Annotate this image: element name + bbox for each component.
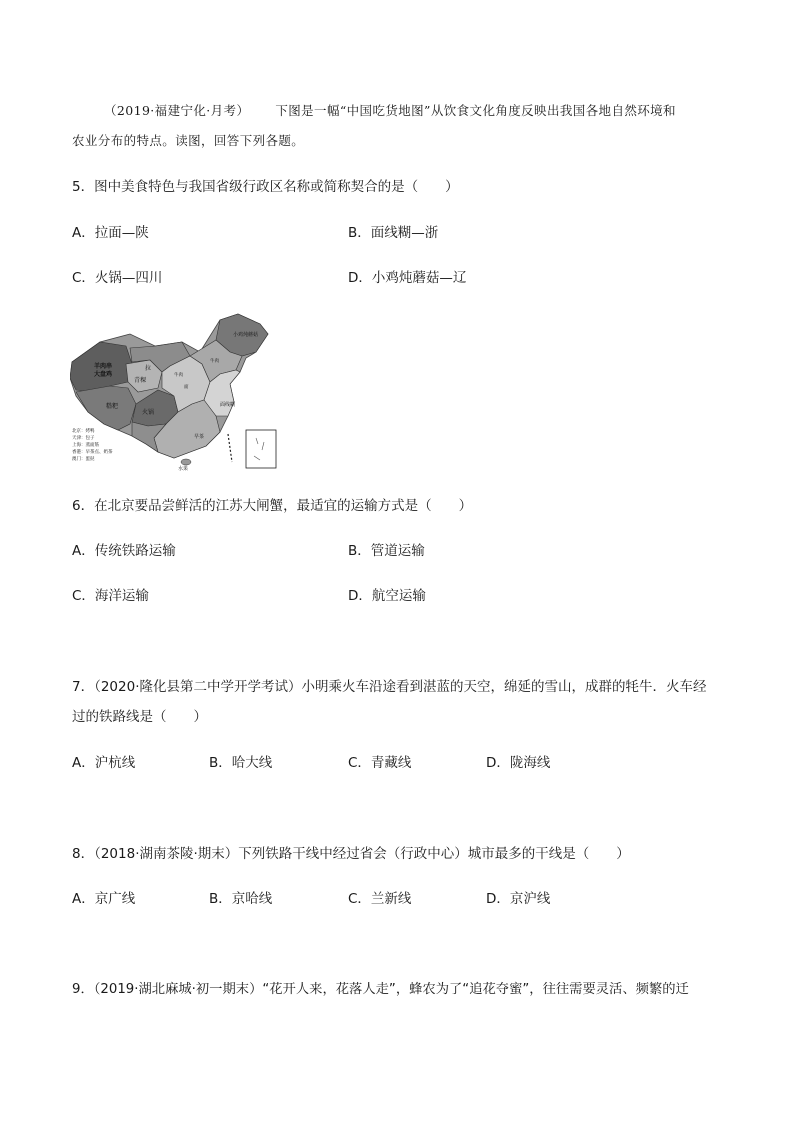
question-8-stem: 8．（2018·湖南茶陵·期末）下列铁路干线中经过省会（行政中心）城市最多的干线是（ ） xyxy=(72,846,630,862)
q8-option-a[interactable]: A．京广线 xyxy=(72,891,136,907)
map-label-east: 面线糊 xyxy=(220,402,236,408)
question-7-stem-line-1: 7．（2020·隆化县第二中学开学考试）小明乘火车沿途看到湛蓝的天空，绵延的雪山，成群的牦牛．火车经 xyxy=(72,679,707,695)
map-label-north-1: 牛肉 xyxy=(210,359,219,364)
q8-option-b[interactable]: B．京哈线 xyxy=(209,891,273,907)
map-label-gansu: 拉 xyxy=(145,365,152,372)
map-label-hainan: 水果 xyxy=(178,466,189,472)
intro-text: 下图是一幅“中国吃货地图”从饮食文化角度反映出我国各地自然环境和 xyxy=(275,103,676,118)
region-hainan xyxy=(181,459,191,465)
q8-option-c[interactable]: C．兰新线 xyxy=(348,891,412,907)
q5-option-b[interactable]: B．面线糊—浙 xyxy=(348,225,439,241)
q8-option-d[interactable]: D．京沪线 xyxy=(486,891,551,907)
q5-option-a[interactable]: A．拉面—陕 xyxy=(72,225,149,241)
map-label-xinjiang-2: 大盘鸡 xyxy=(94,371,113,378)
q6-option-a[interactable]: A．传统铁路运输 xyxy=(72,543,176,559)
q7-option-a[interactable]: A．沪杭线 xyxy=(72,755,136,771)
china-food-map-svg xyxy=(70,312,280,472)
map-legend-2: 上海：蒸面筋 xyxy=(72,443,99,448)
question-7-stem-line-2: 过的铁路线是（ ） xyxy=(72,709,207,725)
q6-option-d[interactable]: D．航空运输 xyxy=(348,588,426,604)
intro-line-2: 农业分布的特点。读图，回答下列各题。 xyxy=(72,133,305,148)
map-legend-0: 北京：烤鸭 xyxy=(72,429,95,434)
q7-option-b[interactable]: B．哈大线 xyxy=(209,755,273,771)
map-label-tibet: 糌粑 xyxy=(106,403,119,410)
q5-option-d[interactable]: D．小鸡炖蘑菇—辽 xyxy=(348,270,467,286)
q6-option-c[interactable]: C．海洋运输 xyxy=(72,588,149,604)
intro-line-1 xyxy=(104,101,676,121)
question-9-stem: 9．（2019·湖北麻城·初一期末）“花开人来，花落人走”，蜂农为了“追花夺蜜”，往往需要灵活、频繁的迁 xyxy=(72,982,689,997)
china-food-map xyxy=(70,312,280,472)
map-label-northeast: 小鸡炖蘑菇 xyxy=(233,332,259,338)
map-label-sichuan: 火锅 xyxy=(142,409,155,416)
q5-option-c[interactable]: C．火锅—四川 xyxy=(72,270,163,286)
map-label-central-1: 牛肉 xyxy=(174,373,183,378)
map-label-qinghai: 青稞 xyxy=(134,377,147,384)
map-legend-4: 澳门：蛋挞 xyxy=(72,457,95,462)
map-label-central-2: 面 xyxy=(184,385,189,390)
question-6-stem: 6．在北京要品尝鲜活的江苏大闸蟹，最适宜的运输方式是（ ） xyxy=(72,498,473,514)
q7-option-c[interactable]: C．青藏线 xyxy=(348,755,412,771)
question-5-stem: 5．图中美食特色与我国省级行政区名称或简称契合的是（ ） xyxy=(72,179,459,195)
map-legend-1: 天津：包子 xyxy=(72,436,95,441)
intro-source: （2019·福建宁化·月考） xyxy=(104,103,250,118)
south-sea-inset xyxy=(246,430,276,468)
map-label-xinjiang-1: 羊肉串 xyxy=(94,363,113,370)
q6-option-b[interactable]: B．管道运输 xyxy=(348,543,425,559)
q7-option-d[interactable]: D．陇海线 xyxy=(486,755,551,771)
map-legend-3: 香港：早茶点、奶茶 xyxy=(72,450,113,455)
map-label-south: 早茶 xyxy=(194,434,205,440)
